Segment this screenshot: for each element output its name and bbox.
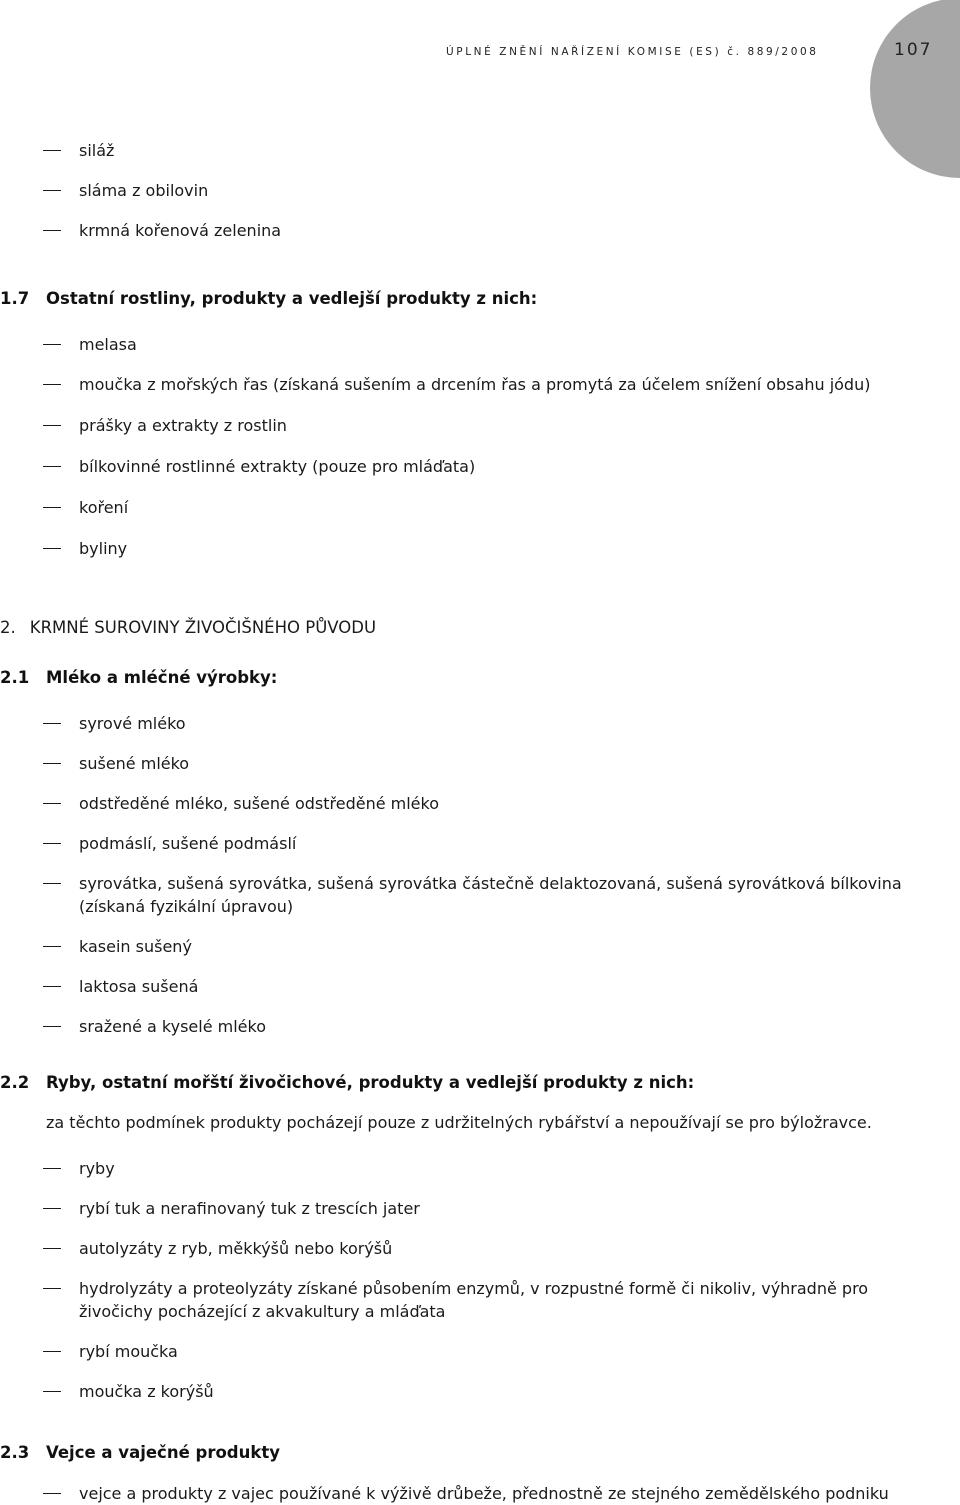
section-heading-2	[0, 616, 376, 639]
list-item: moučka z korýšů	[79, 1382, 214, 1401]
dash-icon	[43, 763, 61, 764]
list-item: krmná kořenová zelenina	[79, 221, 282, 240]
dash-icon	[43, 230, 61, 231]
section-number: 2.1	[0, 668, 30, 687]
section-number: 2.2	[0, 1073, 30, 1092]
dash-icon	[43, 803, 61, 804]
page-number: 107	[894, 40, 933, 60]
list-item: hydrolyzáty a proteolyzáty získané působením enzymů, v rozpustné formě či nikoliv, výhradně pro živočichy pocházející z akvakultury a mláďata	[79, 1279, 869, 1321]
list-item: melasa	[79, 335, 137, 354]
dash-icon	[43, 1208, 61, 1209]
dash-icon	[43, 1248, 61, 1249]
section-number: 1.7	[0, 289, 30, 308]
dash-icon	[43, 723, 61, 724]
list-item: ryby	[79, 1159, 115, 1178]
dash-icon	[43, 1351, 61, 1352]
dash-icon	[43, 986, 61, 987]
list-item: syrové mléko	[79, 714, 186, 733]
dash-icon	[43, 843, 61, 844]
list-item: moučka z mořských řas (získaná sušením a drcením řas a promytá za účelem snížení obsahu jódu)	[79, 375, 871, 394]
dash-icon	[43, 190, 61, 191]
list-item: rybí tuk a nerafinovaný tuk z trescích jater	[79, 1199, 420, 1218]
section-number: 2.	[0, 618, 16, 637]
dash-icon	[43, 1391, 61, 1392]
section-number: 2.3	[0, 1443, 30, 1462]
list-item: prášky a extrakty z rostlin	[79, 416, 287, 435]
list-item: koření	[79, 498, 129, 517]
section-title: Ryby, ostatní mořští živočichové, produkty a vedlejší produkty z nich:	[46, 1073, 695, 1092]
section-intro: za těchto podmínek produkty pocházejí pouze z udržitelných rybářství a nepoužívají se pro býložravce.	[46, 1113, 872, 1132]
dash-icon	[43, 1493, 61, 1494]
list-item: sražené a kyselé mléko	[79, 1017, 266, 1036]
running-header: ÚPLNÉ ZNĚNÍ NAŘÍZENÍ KOMISE (ES) č. 889/2008	[446, 46, 819, 58]
dash-icon	[43, 466, 61, 467]
dash-icon	[43, 1026, 61, 1027]
list-item: byliny	[79, 539, 128, 558]
dash-icon	[43, 507, 61, 508]
dash-icon	[43, 384, 61, 385]
list-item: odstředěné mléko, sušené odstředěné mléko	[79, 794, 440, 813]
dash-icon	[43, 548, 61, 549]
dash-icon	[43, 1168, 61, 1169]
section-title: Mléko a mléčné výrobky:	[46, 668, 278, 687]
list-item: kasein sušený	[79, 937, 192, 956]
list-item: rybí moučka	[79, 1342, 178, 1361]
list-item: laktosa sušená	[79, 977, 199, 996]
list-item: siláž	[79, 141, 115, 160]
list-item: bílkovinné rostlinné extrakty (pouze pro mláďata)	[79, 457, 476, 476]
dash-icon	[43, 150, 61, 151]
list-item: sláma z obilovin	[79, 181, 209, 200]
list-item: podmáslí, sušené podmáslí	[79, 834, 297, 853]
dash-icon	[43, 883, 61, 884]
list-item: sušené mléko	[79, 754, 190, 773]
dash-icon	[43, 946, 61, 947]
list-item: vejce a produkty z vajec používané k výživě drůbeže, přednostně ze stejného zemědělského podniku	[79, 1484, 889, 1503]
section-title: KRMNÉ SUROVINY ŽIVOČIŠNÉHO PŮVODU	[29, 618, 377, 637]
list-item: syrovátka, sušená syrovátka, sušená syrovátka částečně delaktozovaná, sušená syrovátková bílkovina (získaná fyzikální úpravou)	[79, 874, 902, 916]
dash-icon	[43, 344, 61, 345]
dash-icon	[43, 1288, 61, 1289]
section-title: Vejce a vaječné produkty	[46, 1443, 280, 1462]
dash-icon	[43, 425, 61, 426]
section-title: Ostatní rostliny, produkty a vedlejší produkty z nich:	[46, 289, 538, 308]
list-item: autolyzáty z ryb, měkkýšů nebo korýšů	[79, 1239, 393, 1258]
